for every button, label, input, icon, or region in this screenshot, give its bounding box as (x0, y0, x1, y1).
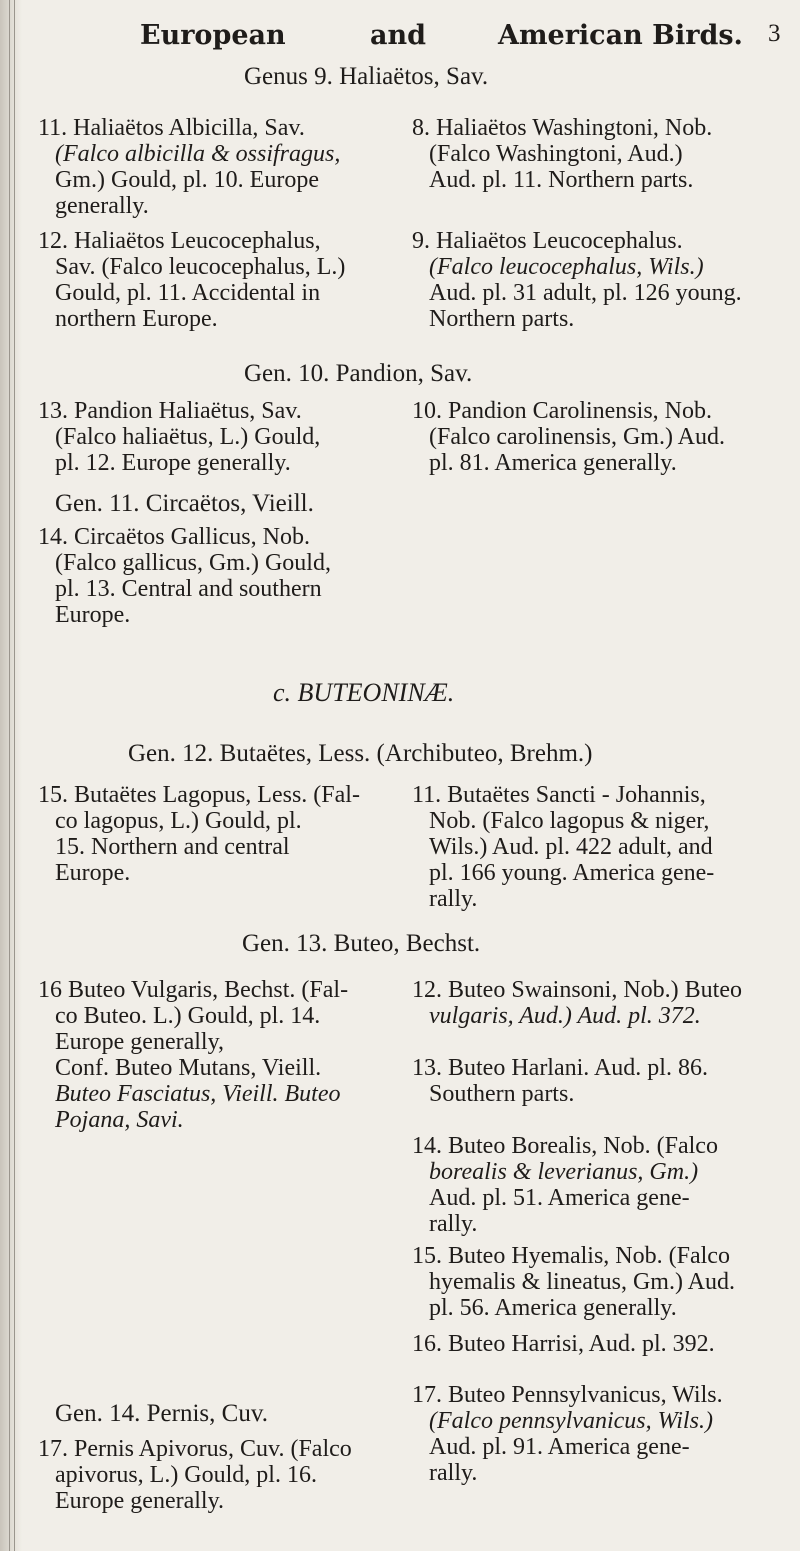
entry-line: 15. Butaëtes Lagopus, Less. (Fal- (38, 782, 360, 808)
entry-line: Europe. (55, 602, 131, 628)
entry-line: 14. Circaëtos Gallicus, Nob. (38, 524, 310, 550)
entry-line: generally. (55, 193, 149, 219)
entry-line: Aud. pl. 51. America gene- (429, 1185, 690, 1211)
entry-line: northern Europe. (55, 306, 218, 332)
entry-line: 14. Buteo Borealis, Nob. (Falco (412, 1133, 718, 1159)
entry-line: Europe generally, (55, 1029, 225, 1055)
species-entry (412, 115, 712, 193)
species-entry (412, 977, 742, 1029)
running-head-right: American Birds. (498, 20, 743, 51)
entry-line: rally. (429, 1460, 478, 1486)
entry-line: 16 Buteo Vulgaris, Bechst. (Fal- (38, 977, 349, 1003)
genus-heading: Gen. 14. Pernis, Cuv. (55, 1400, 268, 1427)
binding-line (14, 0, 15, 1551)
entry-line: Europe. (55, 860, 131, 886)
entry-line: 16. Buteo Harrisi, Aud. pl. 392. (412, 1331, 715, 1357)
entry-line: Buteo Fasciatus, Vieill. Buteo (55, 1081, 341, 1107)
species-entry (412, 1055, 708, 1107)
entry-line: Aud. pl. 11. Northern parts. (429, 167, 694, 193)
binding-line (9, 0, 10, 1551)
entry-line: 9. Haliaëtos Leucocephalus. (412, 228, 683, 254)
entry-line: 10. Pandion Carolinensis, Nob. (412, 398, 712, 424)
entry-line: co Buteo. L.) Gould, pl. 14. (55, 1003, 321, 1029)
entry-line: rally. (429, 1211, 478, 1237)
entry-line: Aud. pl. 31 adult, pl. 126 young. (429, 280, 742, 306)
entry-line: 17. Pernis Apivorus, Cuv. (Falco (38, 1436, 352, 1462)
entry-line: Gm.) Gould, pl. 10. Europe (55, 167, 319, 193)
entry-line: Wils.) Aud. pl. 422 adult, and (429, 834, 713, 860)
running-head-center: and (370, 20, 427, 51)
species-entry (412, 782, 714, 912)
entry-line: pl. 81. America generally. (429, 450, 677, 476)
entry-line: (Falco gallicus, Gm.) Gould, (55, 550, 331, 576)
entry-line: Sav. (Falco leucocephalus, L.) (55, 254, 346, 280)
species-entry (412, 1133, 718, 1237)
entry-line: pl. 13. Central and southern (55, 576, 322, 602)
entry-line: 17. Buteo Pennsylvanicus, Wils. (412, 1382, 723, 1408)
entry-line: rally. (429, 886, 478, 912)
entry-line: co lagopus, L.) Gould, pl. (55, 808, 302, 834)
entry-line: (Falco Washingtoni, Aud.) (429, 141, 683, 167)
section-heading: c. BUTEONINÆ. (273, 678, 455, 707)
species-entry (38, 115, 340, 219)
species-entry (412, 398, 725, 476)
entry-line: (Falco pennsylvanicus, Wils.) (429, 1408, 713, 1434)
entry-line: 12. Haliaëtos Leucocephalus, (38, 228, 321, 254)
species-entry (412, 1331, 715, 1357)
entry-line: Nob. (Falco lagopus & niger, (429, 808, 710, 834)
entry-line: (Falco albicilla & ossifragus, (55, 141, 341, 167)
entry-line: (Falco leucocephalus, Wils.) (429, 254, 704, 280)
running-head-left: European (140, 20, 286, 51)
genus-heading: Gen. 11. Circaëtos, Vieill. (55, 490, 314, 517)
entry-line: 13. Pandion Haliaëtus, Sav. (38, 398, 302, 424)
entry-line: hyemalis & lineatus, Gm.) Aud. (429, 1269, 735, 1295)
entry-line: pl. 12. Europe generally. (55, 450, 291, 476)
entry-line: Northern parts. (429, 306, 575, 332)
entry-line: (Falco haliaëtus, L.) Gould, (55, 424, 321, 450)
species-entry (38, 228, 345, 332)
entry-line: 8. Haliaëtos Washingtoni, Nob. (412, 115, 713, 141)
entry-line: 15. Buteo Hyemalis, Nob. (Falco (412, 1243, 730, 1269)
entry-line: pl. 56. America generally. (429, 1295, 677, 1321)
entry-line: vulgaris, Aud.) Aud. pl. 372. (429, 1003, 701, 1029)
entry-line: Pojana, Savi. (55, 1107, 184, 1133)
entry-line: Europe generally. (55, 1488, 225, 1514)
entry-line: 15. Northern and central (55, 834, 290, 860)
running-head (0, 20, 800, 60)
entry-line: Conf. Buteo Mutans, Vieill. (55, 1055, 322, 1081)
entry-line: Southern parts. (429, 1081, 575, 1107)
species-entry (412, 1243, 735, 1321)
species-entry (38, 1436, 352, 1514)
genus-heading: Genus 9. Haliaëtos, Sav. (244, 63, 489, 90)
species-entry (38, 977, 348, 1133)
genus-heading: Gen. 12. Butaëtes, Less. (Archibuteo, Brehm.) (128, 740, 593, 767)
genus-heading: Gen. 10. Pandion, Sav. (244, 360, 473, 387)
entry-line: 13. Buteo Harlani. Aud. pl. 86. (412, 1055, 708, 1081)
species-entry (412, 1382, 723, 1486)
entry-line: Aud. pl. 91. America gene- (429, 1434, 690, 1460)
entry-line: 11. Haliaëtos Albicilla, Sav. (38, 115, 305, 141)
species-entry (38, 782, 360, 886)
genus-heading: Gen. 13. Buteo, Bechst. (242, 930, 481, 957)
page-binding-shadow (0, 0, 22, 1551)
species-entry (38, 524, 331, 628)
entry-line: borealis & leverianus, Gm.) (429, 1159, 699, 1185)
entry-line: 12. Buteo Swainsoni, Nob.) Buteo (412, 977, 742, 1003)
species-entry (38, 398, 320, 476)
entry-line: Gould, pl. 11. Accidental in (55, 280, 321, 306)
page-number: 3 (768, 20, 781, 47)
species-entry (412, 228, 742, 332)
entry-line: 11. Butaëtes Sancti - Johannis, (412, 782, 706, 808)
entry-line: apivorus, L.) Gould, pl. 16. (55, 1462, 317, 1488)
entry-line: (Falco carolinensis, Gm.) Aud. (429, 424, 725, 450)
entry-line: pl. 166 young. America gene- (429, 860, 715, 886)
